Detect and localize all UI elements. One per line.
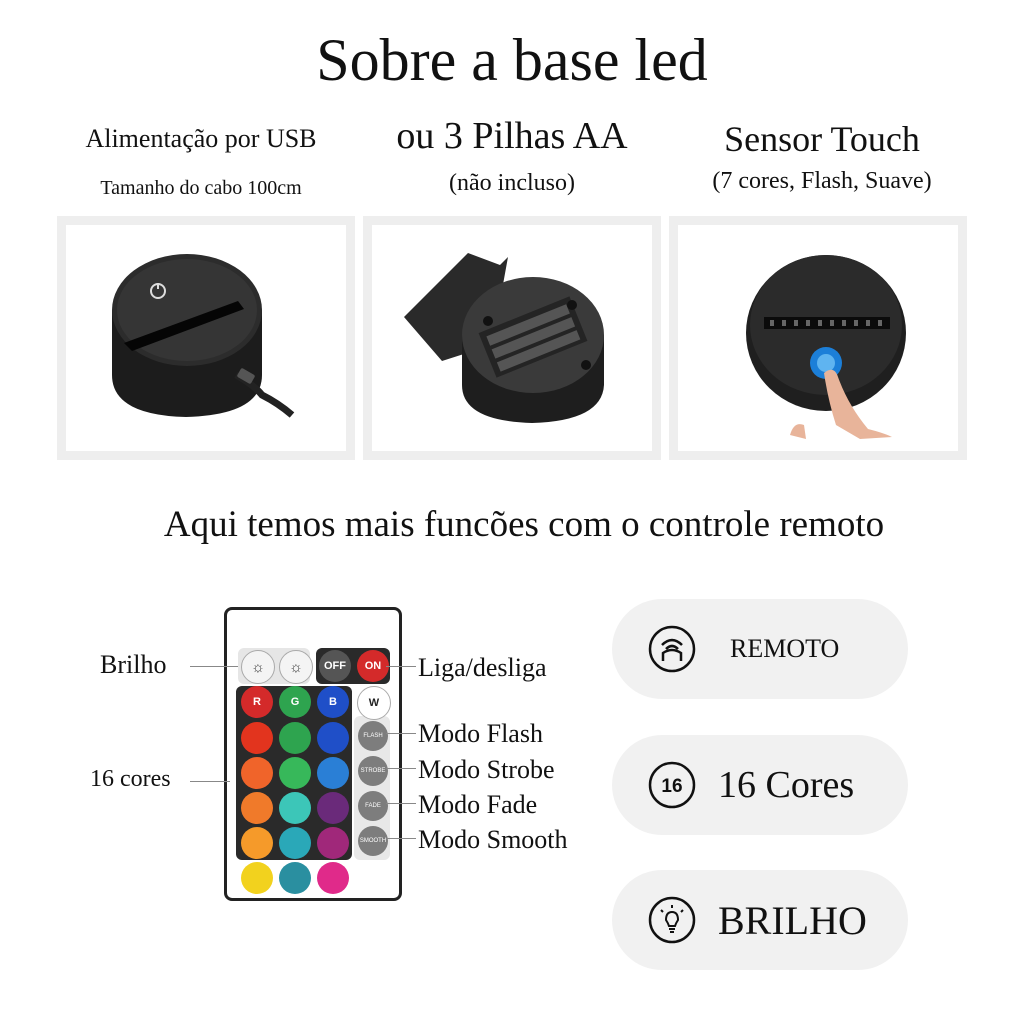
remote-control bbox=[224, 607, 402, 901]
led-base-battery-image bbox=[372, 225, 652, 451]
strobe-leader-line bbox=[386, 768, 416, 769]
fade-mode-label: Modo Fade bbox=[418, 790, 538, 819]
blue-button[interactable]: B bbox=[317, 686, 349, 718]
power-leader-line bbox=[386, 666, 416, 667]
fade-leader-line bbox=[386, 803, 416, 804]
flash-button[interactable]: FLASH bbox=[358, 721, 388, 751]
brightness-leader-line bbox=[190, 666, 238, 667]
color-button[interactable] bbox=[317, 827, 349, 859]
color-button[interactable] bbox=[279, 722, 311, 754]
brightness-down-button[interactable]: ☼ bbox=[279, 650, 313, 684]
color-button[interactable] bbox=[317, 792, 349, 824]
color-button[interactable] bbox=[317, 757, 349, 789]
remote-feature-text: REMOTO bbox=[730, 634, 840, 663]
remote-feature-badge bbox=[612, 599, 908, 699]
brightness-feature-badge bbox=[612, 870, 908, 970]
batteries-caption: ou 3 Pilhas AA bbox=[396, 115, 628, 157]
touch-sensor-image bbox=[678, 225, 958, 451]
color-button[interactable] bbox=[317, 862, 349, 894]
battery-base-photo bbox=[363, 216, 661, 460]
off-button[interactable]: OFF bbox=[319, 650, 351, 682]
color-button[interactable] bbox=[241, 827, 273, 859]
touch-caption: Sensor Touch bbox=[724, 119, 920, 159]
color-button[interactable] bbox=[279, 862, 311, 894]
smooth-mode-label: Modo Smooth bbox=[418, 825, 568, 854]
usb-base-photo bbox=[57, 216, 355, 460]
remote-signal-icon bbox=[648, 625, 696, 673]
led-base-usb-image bbox=[66, 225, 346, 451]
green-button[interactable]: G bbox=[279, 686, 311, 718]
touch-modes-caption: (7 cores, Flash, Suave) bbox=[712, 168, 932, 194]
color-button[interactable] bbox=[279, 827, 311, 859]
strobe-button[interactable]: STROBE bbox=[358, 756, 388, 786]
color-button[interactable] bbox=[279, 792, 311, 824]
lightbulb-icon bbox=[648, 896, 696, 944]
red-button[interactable]: R bbox=[241, 686, 273, 718]
smooth-button[interactable]: SMOOTH bbox=[358, 826, 388, 856]
color-button[interactable] bbox=[241, 722, 273, 754]
brightness-up-button[interactable]: ☼ bbox=[241, 650, 275, 684]
page-title: Sobre a base led bbox=[316, 27, 708, 93]
color-button[interactable] bbox=[317, 722, 349, 754]
fade-button[interactable]: FADE bbox=[358, 791, 388, 821]
power-label: Liga/desliga bbox=[418, 653, 547, 682]
colors-label: 16 cores bbox=[90, 766, 171, 792]
colors-feature-badge bbox=[612, 735, 908, 835]
brightness-feature-text: BRILHO bbox=[718, 897, 867, 943]
cable-caption: Tamanho do cabo 100cm bbox=[100, 177, 302, 199]
white-button[interactable]: W bbox=[357, 686, 391, 720]
color-button[interactable] bbox=[279, 757, 311, 789]
remote-functions-heading: Aqui temos mais funcões com o controle remoto bbox=[163, 504, 885, 545]
usb-caption: Alimentação por USB bbox=[85, 124, 317, 153]
number-16-icon bbox=[648, 761, 696, 809]
strobe-mode-label: Modo Strobe bbox=[418, 755, 555, 784]
brightness-label: Brilho bbox=[100, 650, 167, 679]
color-button[interactable] bbox=[241, 792, 273, 824]
colors-feature-text: 16 Cores bbox=[718, 764, 855, 806]
number-16-icon-text: 16 bbox=[661, 776, 683, 797]
flash-mode-label: Modo Flash bbox=[418, 719, 543, 748]
smooth-leader-line bbox=[386, 838, 416, 839]
color-button[interactable] bbox=[241, 757, 273, 789]
on-button[interactable]: ON bbox=[357, 650, 389, 682]
not-included-caption: (não incluso) bbox=[449, 170, 575, 196]
touch-sensor-photo bbox=[669, 216, 967, 460]
flash-leader-line bbox=[386, 733, 416, 734]
color-button[interactable] bbox=[241, 862, 273, 894]
colors-leader-line bbox=[190, 781, 230, 782]
